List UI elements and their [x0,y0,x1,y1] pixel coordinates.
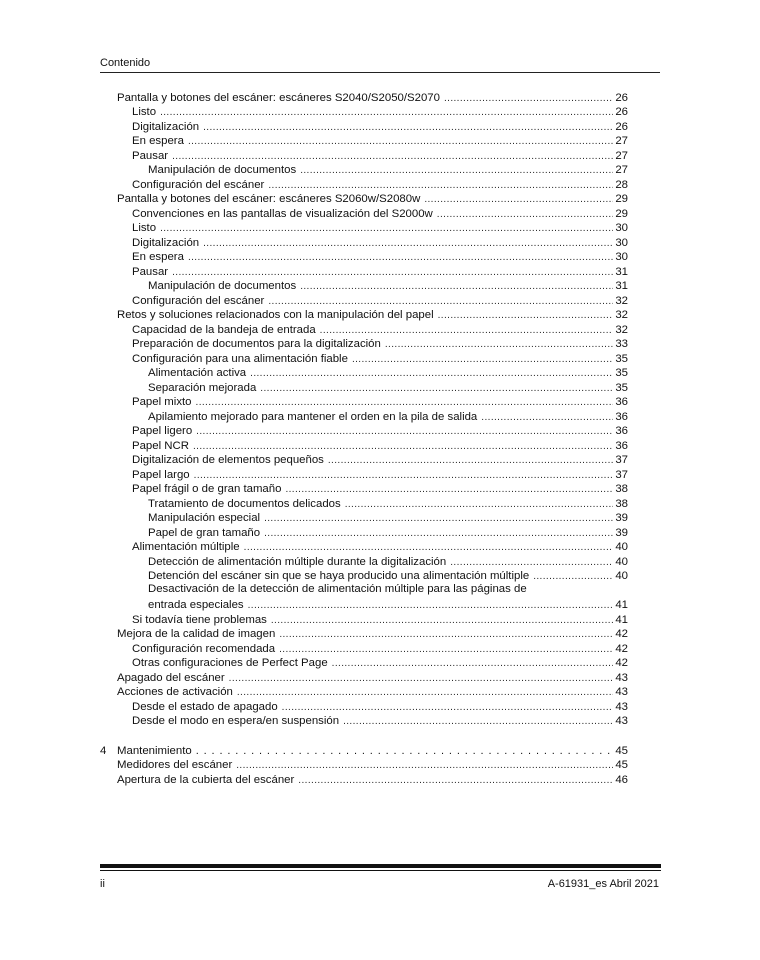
toc-entry[interactable] [100,380,628,395]
toc-entry-page: 39 [615,512,628,524]
dot-leader [196,397,614,409]
toc-entry-page: 30 [615,222,628,234]
toc-entry-page: 26 [615,106,628,118]
toc-entry-title: Medidores del escáner [117,759,236,772]
toc-entry-title: Capacidad de la bandeja de entrada [132,324,320,337]
toc-entry-page: 32 [615,323,628,336]
dot-leader [188,252,613,264]
dot-leader [300,281,613,293]
toc-entry[interactable] [100,554,628,569]
toc-entry-title: Desde el modo en espera/en suspensión [132,715,343,728]
dot-leader [236,760,613,772]
dot-leader [328,455,613,467]
toc-entry[interactable] [100,699,628,714]
dot-leader [285,484,613,496]
toc-entry-title: Configuración para una alimentación fiable [132,353,352,366]
toc-entry-page: 32 [615,309,628,321]
dot-leader [250,368,613,380]
toc-entry[interactable] [100,308,628,323]
toc-entry-title: Pausar [132,150,172,163]
toc-entry[interactable] [100,540,628,555]
toc-entry-title: Apilamiento mejorado para mantener el orden en la pila de salida [148,411,481,424]
toc-entry[interactable] [100,772,628,787]
toc-entry-page: 35 [615,352,628,365]
toc-entry-page: 43 [615,700,628,713]
dot-leader [196,426,613,438]
toc-entry[interactable] [100,395,628,410]
toc-entry-title: Si todavía tiene problemas [132,614,271,627]
toc-entry-page: 42 [615,628,628,640]
dot-leader [203,238,613,250]
dot-leader [194,470,614,482]
toc-entry[interactable] [100,438,628,453]
dot-leader [264,528,613,540]
toc-entry-page: 35 [615,367,628,379]
toc-entry[interactable] [100,685,628,700]
toc-entry[interactable] [100,670,628,685]
toc-entry-title: Papel largo [132,469,194,482]
toc-entry[interactable] [100,511,628,526]
toc-entry-page: 33 [615,338,628,350]
toc-entry-page: 27 [615,149,628,162]
toc-entry-title: Desde el estado de apagado [132,701,282,714]
toc-entry[interactable] [100,366,628,381]
toc-entry-page: 26 [615,120,628,133]
dot-leader [160,223,613,235]
toc-entry-page: 27 [615,135,628,147]
toc-entry-title: Retos y soluciones relacionados con la manipulación del papel [117,309,438,322]
dot-leader [352,354,613,366]
toc-entry-page: 27 [615,164,628,176]
toc-entry[interactable] [100,525,628,540]
toc-entry[interactable] [100,409,628,424]
toc-entry-title: Acciones de activación [117,686,237,699]
dot-leader [172,151,613,163]
toc-entry-title: Papel mixto [132,396,196,409]
dot-leader [248,600,614,612]
toc-entry[interactable] [100,424,628,439]
dot-leader [444,93,613,105]
toc-entry-title: Listo [132,222,160,235]
toc-entry-title: Papel ligero [132,425,196,438]
toc-entry-title: entrada especiales [148,599,248,612]
toc-entry-title: Pantalla y botones del escáner: escáneres S2060w/S2080w [117,193,424,206]
toc-entry[interactable] [100,250,628,265]
toc-entry-title: Papel de gran tamaño [148,527,264,540]
dot-leader [188,136,613,148]
header-rule [100,72,660,73]
toc-entry[interactable] [100,90,628,105]
chapter-page: 45 [615,744,628,757]
toc-entry[interactable] [100,293,628,308]
toc-entry[interactable] [100,758,628,773]
chapter-number: 4 [100,744,107,757]
dot-leader [193,441,613,453]
toc-entry-title: Manipulación especial [148,512,264,525]
toc-entry-page: 37 [615,454,628,466]
dot-leader [244,542,614,554]
toc-entry[interactable] [100,148,628,163]
toc-entry-page: 31 [615,280,628,292]
toc-entry-title: Apagado del escáner [117,672,229,685]
toc-entry[interactable] [100,279,628,294]
dot-leader [237,687,613,699]
toc-entry-page: 45 [615,759,628,771]
toc-entry-title: Apertura de la cubierta del escáner [117,774,298,787]
toc-entry-page: 42 [615,657,628,669]
toc-entry-page: 41 [615,599,628,611]
dot-leader [271,615,613,627]
toc-entry-title: Detección de alimentación múltiple durante la digitalización [148,556,450,569]
table-of-contents [100,90,628,787]
toc-entry[interactable] [100,264,628,279]
toc-entry-page: 43 [615,686,628,698]
toc-entry[interactable] [100,496,628,511]
toc-entry[interactable] [100,598,628,613]
toc-entry-page: 42 [615,642,628,655]
toc-entry-page: 38 [615,497,628,510]
toc-entry[interactable] [100,221,628,236]
toc-entry-title: Digitalización [132,237,203,250]
toc-entry-title: Manipulación de documentos [148,164,300,177]
toc-entry[interactable] [100,641,628,656]
toc-entry[interactable] [100,192,628,207]
toc-entry-page: 36 [615,410,628,423]
toc-entry-page: 26 [615,91,628,104]
toc-entry-title: Tratamiento de documentos delicados [148,498,345,511]
dot-leader [437,209,614,221]
dot-leader [229,673,614,685]
dot-leader [332,658,614,670]
toc-entry-title: En espera [132,251,188,264]
toc-entry-page: 28 [615,178,628,191]
toc-entry[interactable] [100,163,628,178]
toc-entry-page: 30 [615,236,628,249]
toc-entry-title: Detención del escáner sin que se haya producido una alimentación múltiple [148,570,533,583]
toc-entry[interactable] [100,119,628,134]
dot-leader [279,629,613,641]
toc-entry-page: 32 [615,294,628,307]
footer-rule [100,864,661,868]
toc-entry[interactable] [100,482,628,497]
toc-entry[interactable] [100,569,628,584]
toc-entry[interactable] [100,134,628,149]
toc-entry-page: 40 [615,541,628,553]
toc-entry-title: Listo [132,106,160,119]
toc-entry-title: Otras configuraciones de Perfect Page [132,657,332,670]
toc-entry-page: 43 [615,671,628,684]
toc-entry-title: Configuración del escáner [132,295,268,308]
toc-entry-page: 37 [615,468,628,481]
dot-leader [260,383,613,395]
toc-entry-title: Configuración del escáner [132,179,268,192]
toc-entry-title: Alimentación activa [148,367,250,380]
toc-entry-title: Preparación de documentos para la digitalización [132,338,385,351]
running-header: Contenido [100,57,151,69]
dot-leader [268,180,613,192]
toc-entry-page: 40 [615,555,628,568]
dot-leader [320,325,614,337]
footer-rule-thin [100,870,661,871]
toc-entry-page: 40 [615,570,628,582]
dot-leader [172,267,613,279]
toc-entry-page: 35 [615,381,628,394]
toc-entry-page: 41 [615,613,628,626]
toc-entry[interactable] [100,453,628,468]
dot-leader [424,194,613,206]
toc-entry[interactable] [100,714,628,729]
toc-entry[interactable] [100,467,628,482]
toc-entry-page: 30 [615,251,628,263]
document-reference: A-61931_es Abril 2021 [547,878,659,890]
toc-entry[interactable] [100,612,628,627]
dot-leader [385,339,613,351]
toc-entry[interactable] [100,206,628,221]
toc-entry-title: Digitalización de elementos pequeños [132,454,328,467]
toc-entry[interactable] [100,235,628,250]
dot-leader [438,310,614,322]
toc-list [100,90,628,728]
toc-entry-page: 36 [615,425,628,437]
toc-entry[interactable] [100,177,628,192]
toc-entry-page: 46 [615,773,628,786]
dot-leader [533,571,613,583]
dot-leader [481,412,613,424]
toc-entry[interactable] [100,322,628,337]
chapter-toc-list [100,758,628,787]
toc-entry-title: Mejora de la calidad de imagen [117,628,279,641]
chapter-entry[interactable] [100,743,628,758]
toc-entry-title: Alimentación múltiple [132,541,244,554]
dot-leader [160,107,613,119]
dot-leader [450,557,613,569]
dot-leader [343,716,613,728]
toc-entry-page: 38 [615,483,628,495]
toc-entry-page: 29 [615,193,628,205]
toc-entry[interactable] [100,627,628,642]
dot-leader [268,296,613,308]
toc-entry-title: Convenciones en las pantallas de visualización del S2000w [132,208,437,221]
dot-leader [279,644,613,656]
toc-entry-title: En espera [132,135,188,148]
toc-entry-title: Pausar [132,266,172,279]
toc-entry-title-line[interactable]: Desactivación de la detección de alimentación múltiple para las páginas de [148,583,527,595]
toc-entry-title: Papel frágil o de gran tamaño [132,483,285,496]
page-number: ii [100,878,105,890]
toc-entry[interactable] [100,351,628,366]
toc-entry-page: 43 [615,715,628,727]
toc-entry-page: 36 [615,439,628,452]
toc-entry-title: Manipulación de documentos [148,280,300,293]
dot-leader [282,702,614,714]
dot-leader [345,499,614,511]
toc-entry-page: 31 [615,265,628,278]
dot-leader [203,122,613,134]
toc-entry-page: 29 [615,207,628,220]
dot-leader [264,513,613,525]
dot-leader [298,775,613,787]
toc-entry-title: Separación mejorada [148,382,260,395]
toc-entry-title: Papel NCR [132,440,193,453]
toc-entry-title: Configuración recomendada [132,643,279,656]
chapter-gap [100,728,628,743]
toc-entry-page: 39 [615,526,628,539]
dot-leader [300,165,613,177]
toc-entry[interactable] [100,656,628,671]
toc-entry[interactable] [100,105,628,120]
chapter-title: Mantenimiento [117,744,192,757]
dot-leader [196,746,616,758]
toc-entry-title: Pantalla y botones del escáner: escáneres S2040/S2050/S2070 [117,92,444,105]
toc-entry-page: 36 [615,396,628,408]
toc-entry-title: Digitalización [132,121,203,134]
toc-entry[interactable] [100,337,628,352]
